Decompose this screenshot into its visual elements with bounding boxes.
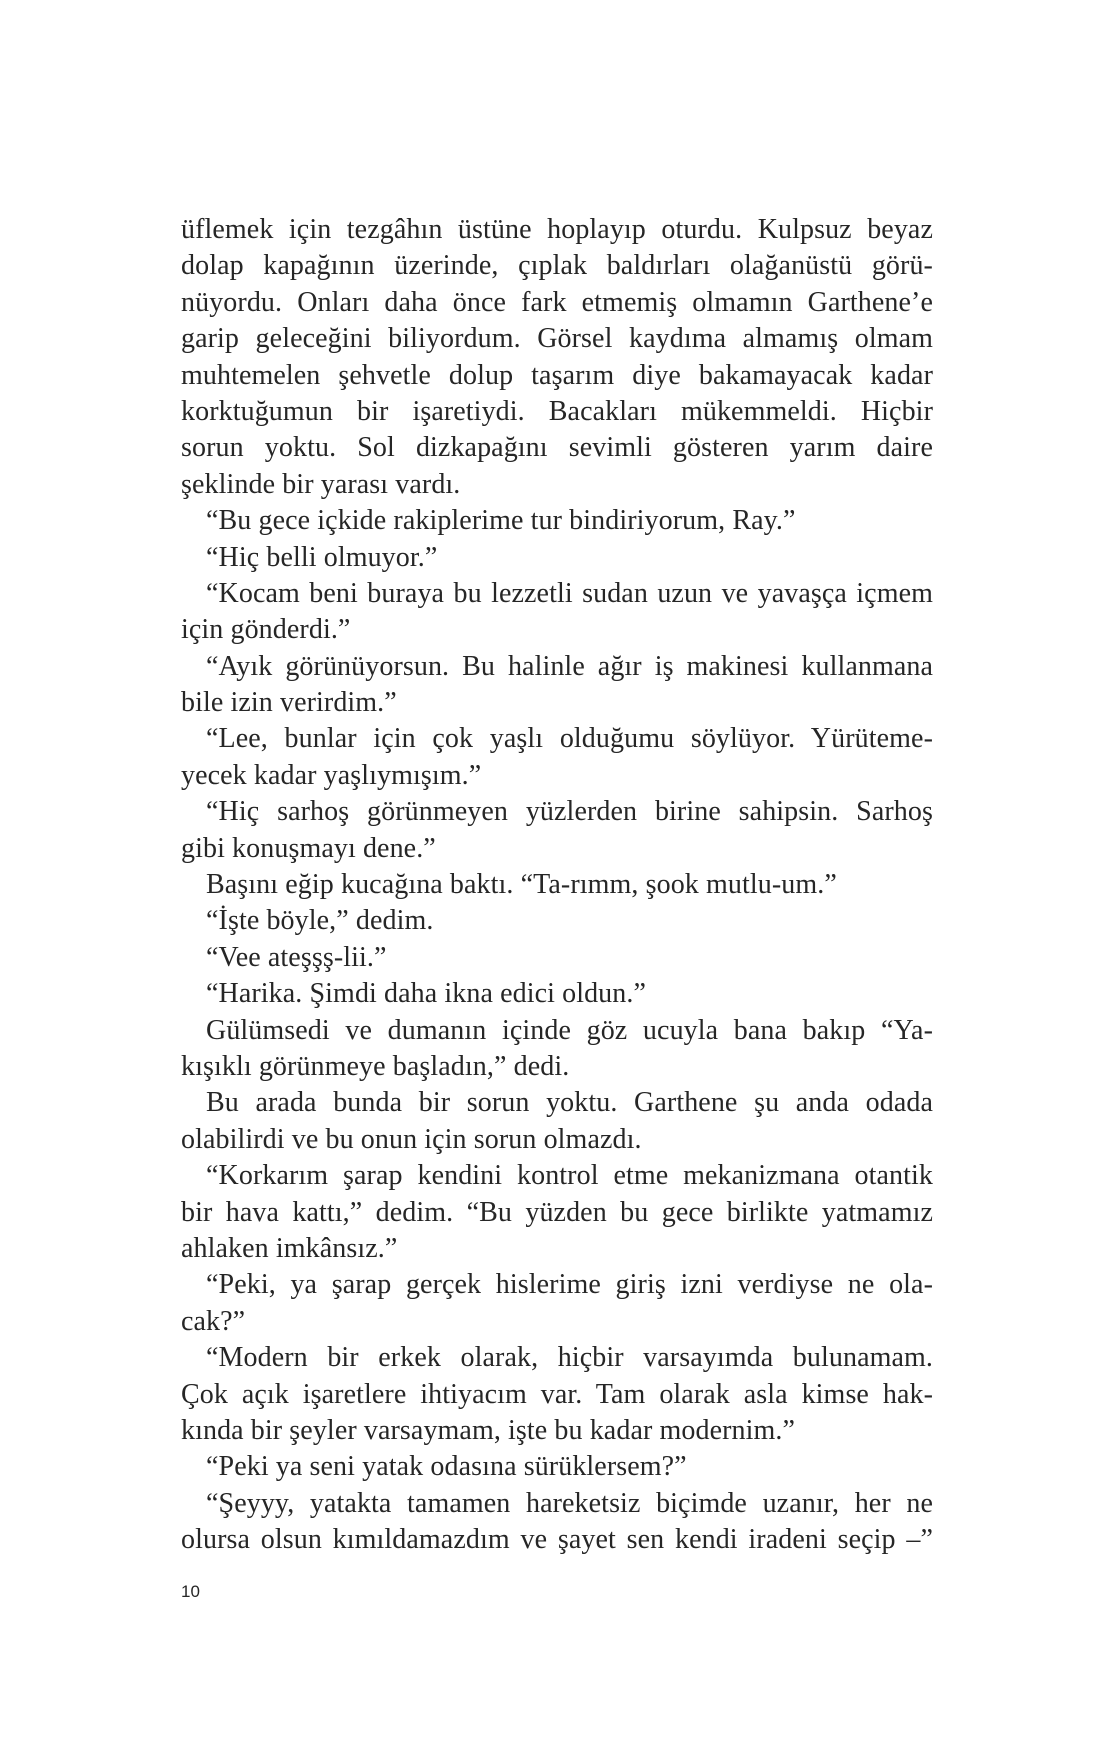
text-line: Çok açık işaretlere ihtiyacım var. Tam olarak asla kimse hak- [181, 1378, 933, 1410]
text-line: Bu arada bunda bir sorun yoktu. Garthene şu anda odada [206, 1087, 933, 1119]
text-line: “Hiç sarhoş görünmeyen yüzlerden birine sahipsin. Sarhoş [206, 796, 933, 828]
text-line: ahlaken imkânsız.” [181, 1232, 398, 1264]
text-line: “Hiç belli olmuyor.” [206, 541, 438, 573]
text-line: kında bir şeyler varsaymam, işte bu kadar modernim.” [181, 1414, 796, 1446]
text-line: olabilirdi ve bu onun için sorun olmazdı. [181, 1123, 642, 1155]
text-line: bir hava kattı,” dedim. “Bu yüzden bu gece birlikte yatmamız [181, 1196, 933, 1228]
body-text [181, 212, 933, 1558]
text-line: “Modern bir erkek olarak, hiçbir varsayımda bulunamam. [206, 1342, 933, 1374]
text-line: nüyordu. Onları daha önce fark etmemiş olmamın Garthene’e [181, 286, 933, 318]
text-line: bile izin verirdim.” [181, 687, 397, 719]
text-line: kışıklı görünmeye başladın,” dedi. [181, 1050, 570, 1082]
text-line: gibi konuşmayı dene.” [181, 832, 436, 864]
text-line: Başını eğip kucağına baktı. “Ta-rımm, şook mutlu-um.” [206, 869, 837, 901]
text-line: üflemek için tezgâhın üstüne hoplayıp oturdu. Kulpsuz beyaz [181, 214, 933, 245]
text-line: cak?” [181, 1305, 246, 1337]
text-line: “Peki ya seni yatak odasına sürüklersem?” [206, 1451, 687, 1483]
text-line: “Lee, bunlar için çok yaşlı olduğumu söylüyor. Yürüteme- [206, 723, 933, 755]
page-number: 10 [181, 1582, 200, 1601]
text-line: korktuğumun bir işaretiydi. Bacakları mükemmeldi. Hiçbir [181, 395, 933, 427]
text-line: “Harika. Şimdi daha ikna edici oldun.” [206, 978, 647, 1010]
text-line: “Peki, ya şarap gerçek hislerime giriş izni verdiyse ne ola- [206, 1269, 933, 1301]
text-line: muhtemelen şehvetle dolup taşarım diye bakamayacak kadar [181, 359, 933, 391]
text-line: garip geleceğini biliyordum. Görsel kaydıma almamış olmam [181, 323, 933, 355]
text-line: “Bu gece içkide rakiplerime tur bindiriyorum, Ray.” [206, 505, 796, 537]
text-line: “Ayık görünüyorsun. Bu halinle ağır iş makinesi kullanmana [206, 650, 933, 682]
text-line: yecek kadar yaşlıymışım.” [181, 759, 482, 791]
text-line: Gülümsedi ve dumanın içinde göz ucuyla bana bakıp “Ya- [206, 1014, 933, 1046]
text-line: “Korkarım şarap kendini kontrol etme mekanizmana otantik [206, 1160, 933, 1192]
text-line: “Kocam beni buraya bu lezzetli sudan uzun ve yavaşça içmem [206, 577, 933, 609]
text-line: dolap kapağının üzerinde, çıplak baldırları olağanüstü görü- [181, 250, 933, 282]
text-line: “Şeyyy, yatakta tamamen hareketsiz biçimde uzanır, her ne [206, 1487, 933, 1519]
text-line: için gönderdi.” [181, 614, 351, 646]
text-line: şeklinde bir yarası vardı. [181, 468, 461, 500]
text-line: “Vee ateşşş-lii.” [206, 941, 387, 973]
text-line: olursa olsun kımıldamazdım ve şayet sen kendi iradeni seçip –” [181, 1524, 933, 1556]
text-line: “İşte böyle,” dedim. [206, 905, 434, 937]
text-line: sorun yoktu. Sol dizkapağını sevimli gösteren yarım daire [181, 432, 933, 464]
